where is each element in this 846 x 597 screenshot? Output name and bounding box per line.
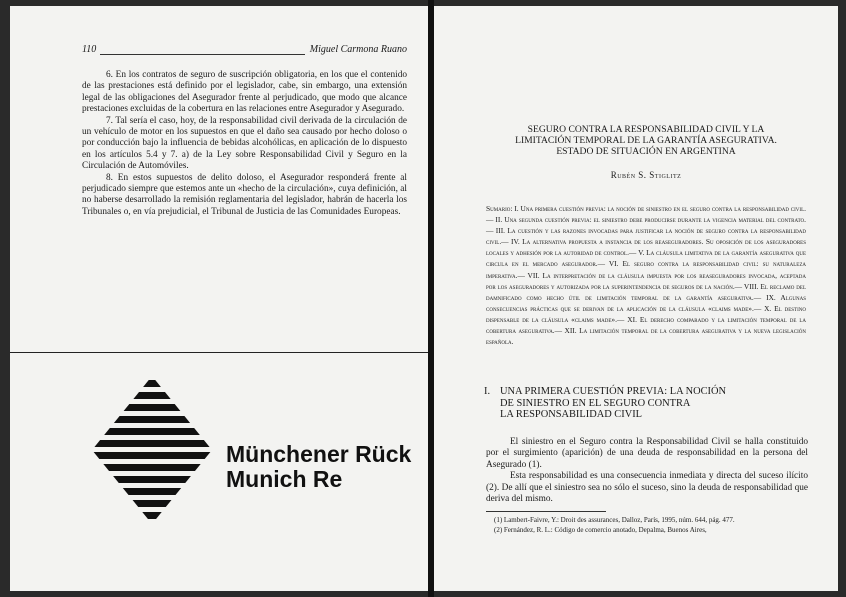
page-divider	[10, 352, 428, 353]
section-title-line: DE SINIESTRO EN EL SEGURO CONTRA	[500, 397, 691, 409]
running-header	[82, 44, 407, 58]
advertisement-brand	[226, 442, 411, 492]
munich-re-logo-icon	[92, 376, 212, 524]
section-number: I.	[484, 386, 491, 397]
section-heading	[484, 386, 784, 421]
page-number: 110	[82, 44, 97, 55]
right-page	[434, 6, 838, 591]
footnote: (2) Fernández, R. L.: Código de comercio anotado, Depalma, Buenos Aires,	[494, 525, 707, 534]
summary-block: Sumario: I. Una primera cuestión previa: la noción de siniestro en el seguro contra la responsabilidad civil.— II. Una segunda cuestión previa: el siniestro debe producirse durante la vigencia material del contrato.— III. La cuestión y las razones invocadas para justificar la noción de seguro contra la responsabilidad civil.— IV. La alternativa propuesta a instancia de los reaseguradores. Su oposición de los aseguradores locales y adhesión por la autoridad de control.— V. La cláusula limitativa de la garantía asegurativa que circula en el mercado asegurador.— VI. El seguro contra la responsabilidad civil: su naturaleza imperativa.— VII. La interpretación de la cláusula impuesta por los reaseguradores invocada, aceptada por los aseguradores y autorizada por la superintendencia de seguros de la nación.— VIII. El reclamo del damnificado como hecho útil de limitación temporal de la garantía asegurativa.— IX. Algunas consecuencias prácticas que se derivan de la aplicación de la cláusula «claims made».— X. El destino dispensable de la cláusula «claims made».— XI. El derecho comparado y la limitación temporal de la cobertura asegurativa.— XII. La limitación temporal de la cobertura asegurativa y la nueva legislación española.	[486, 204, 806, 347]
section-title-line: LA RESPONSABILIDAD CIVIL	[500, 409, 643, 420]
title-line: SEGURO CONTRA LA RESPONSABILIDAD CIVIL Y LA	[527, 124, 765, 135]
section-title-line: UNA PRIMERA CUESTIÓN PREVIA: LA NOCIÓN	[500, 386, 727, 397]
footnotes	[486, 516, 808, 535]
footnote-rule	[486, 511, 606, 512]
title-line: ESTADO DE SITUACIÓN EN ARGENTINA	[556, 146, 736, 157]
brand-line-english: Munich Re	[226, 466, 343, 492]
right-body-text	[486, 437, 808, 505]
paragraph: 7. Tal sería el caso, hoy, de la responsabilidad civil derivada de la circulación de un vehículo de motor en los supuestos en que el daño sea causado por hecho doloso o por conducción bajo la influencia de bebidas alcohólicas, en aplicación de lo dispuesto en los artículos 5.4 y 7. a) de la Ley sobre Responsabilidad Civil y Seguro en la Circulación de Automóviles.	[82, 115, 407, 172]
paragraph: El siniestro en el Seguro contra la Responsabilidad Civil se halla constituido por el surgimiento (aparición) de una deuda de responsabilidad en la persona del Asegurado (1).	[486, 437, 808, 470]
paragraph: 6. En los contratos de seguro de suscripción obligatoria, en los que el contenido de las prestaciones está definido por el legislador, cabe, sin embargo, una extensión legal de las obligaciones del Asegurador frente al perjudicado, que modo que alcance prestaciones excluidas de la cobertura en las relaciones entre Asegurador y Asegurado.	[82, 70, 407, 115]
left-body-text	[82, 70, 407, 218]
header-rule	[100, 54, 305, 55]
article-author: Rubén S. Stiglitz	[610, 170, 682, 180]
left-page	[10, 6, 428, 591]
running-author: Miguel Carmona Ruano	[309, 44, 407, 55]
footnote: (1) Lambert-Faivre, Y.: Droit des assurances, Dalloz, París, 1995, núm. 644, pág. 477.	[494, 516, 735, 524]
brand-line-german: Münchener Rück	[226, 441, 412, 467]
paragraph: Esta responsabilidad es una consecuencia inmediata y directa del suceso ilícito (2). De allí que el siniestro sea no sólo el suceso, sino la deuda de responsabilidad que deriva del mismo.	[486, 471, 808, 505]
title-line: LIMITACIÓN TEMPORAL DE LA GARANTÍA ASEGURATIVA.	[515, 135, 777, 146]
article-title	[496, 124, 796, 157]
paragraph: 8. En estos supuestos de delito doloso, el Asegurador responderá frente al perjudicado siempre que estemos ante un «hecho de la circulación», cuya definición, al no haberse desarrollado la remisión reglamentaria del legislador, habrán de hacerla los Tribunales o, en vía prejudicial, el Tribunal de Justicia de las Comunidades Europeas.	[82, 172, 407, 217]
